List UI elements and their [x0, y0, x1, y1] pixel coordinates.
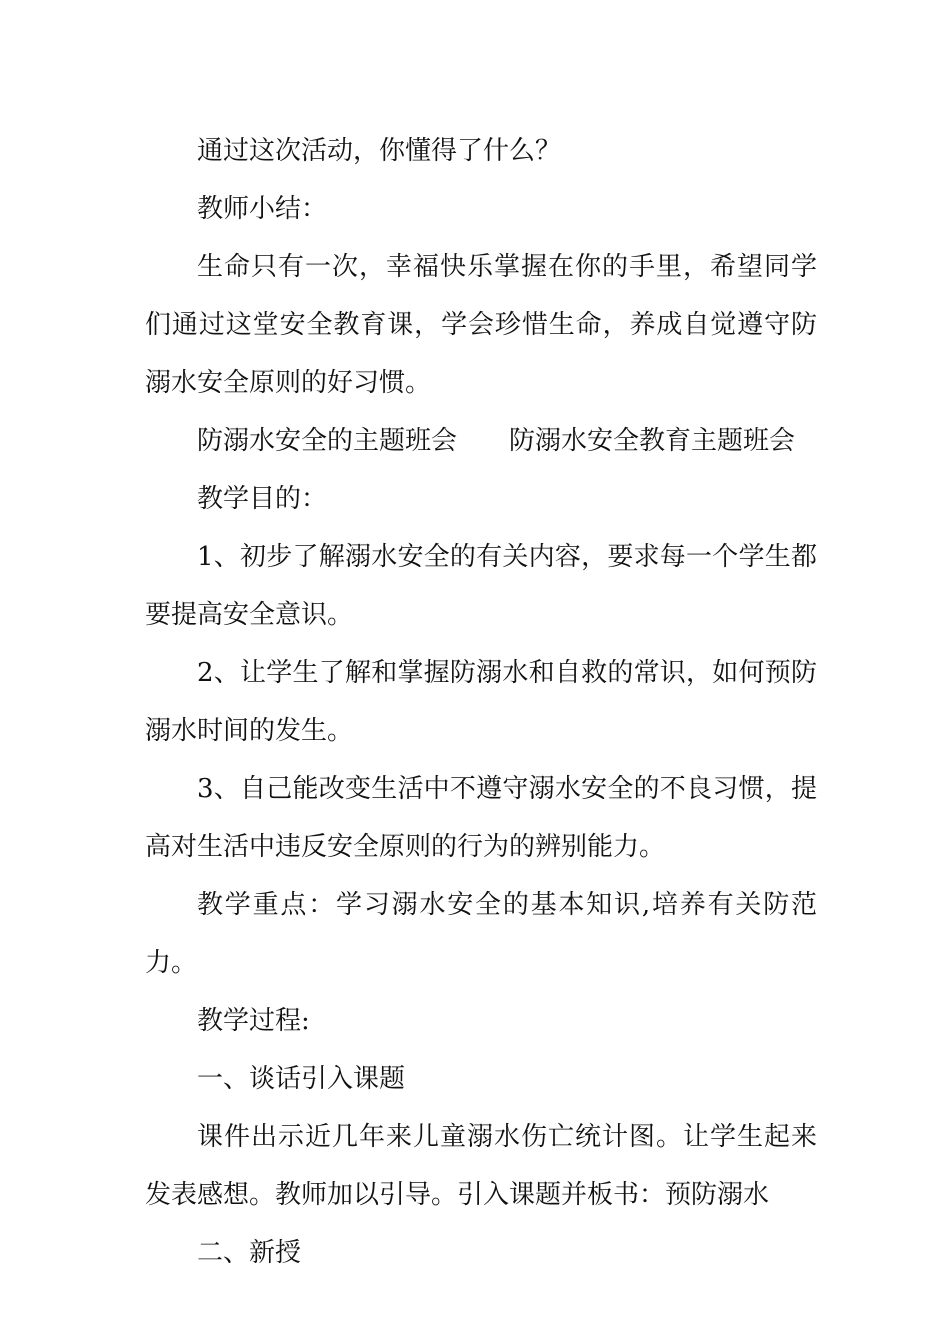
document-body	[145, 122, 817, 1282]
paragraph: 教学重点：学习溺水安全的基本知识,培养有关防范力。	[145, 890, 817, 978]
paragraph: 教学目的：	[197, 484, 328, 514]
paragraph: 教师小结：	[197, 194, 328, 224]
paragraph: 1、初步了解溺水安全的有关内容，要求每一个学生都要提高安全意识。	[145, 542, 817, 630]
paragraph: 一、谈话引入课题	[197, 1064, 406, 1094]
title-line	[145, 412, 817, 470]
paragraph: 通过这次活动，你懂得了什么？	[197, 136, 562, 166]
title-right: 防溺水安全教育主题班会	[509, 426, 796, 456]
paragraph: 二、新授	[197, 1238, 302, 1268]
paragraph: 生命只有一次，幸福快乐掌握在你的手里，希望同学们通过这堂安全教育课，学会珍惜生命，养成自觉遵守防溺水安全原则的好习惯。	[145, 252, 817, 398]
paragraph: 教学过程:	[197, 1006, 310, 1036]
paragraph: 3、自己能改变生活中不遵守溺水安全的不良习惯，提高对生活中违反安全原则的行为的辨别能力。	[145, 774, 817, 862]
paragraph: 课件出示近几年来儿童溺水伤亡统计图。让学生起来发表感想。教师加以引导。引入课题并板书：预防溺水	[145, 1122, 817, 1210]
paragraph: 2、让学生了解和掌握防溺水和自救的常识，如何预防溺水时间的发生。	[145, 658, 817, 746]
title-left: 防溺水安全的主题班会	[197, 426, 458, 456]
